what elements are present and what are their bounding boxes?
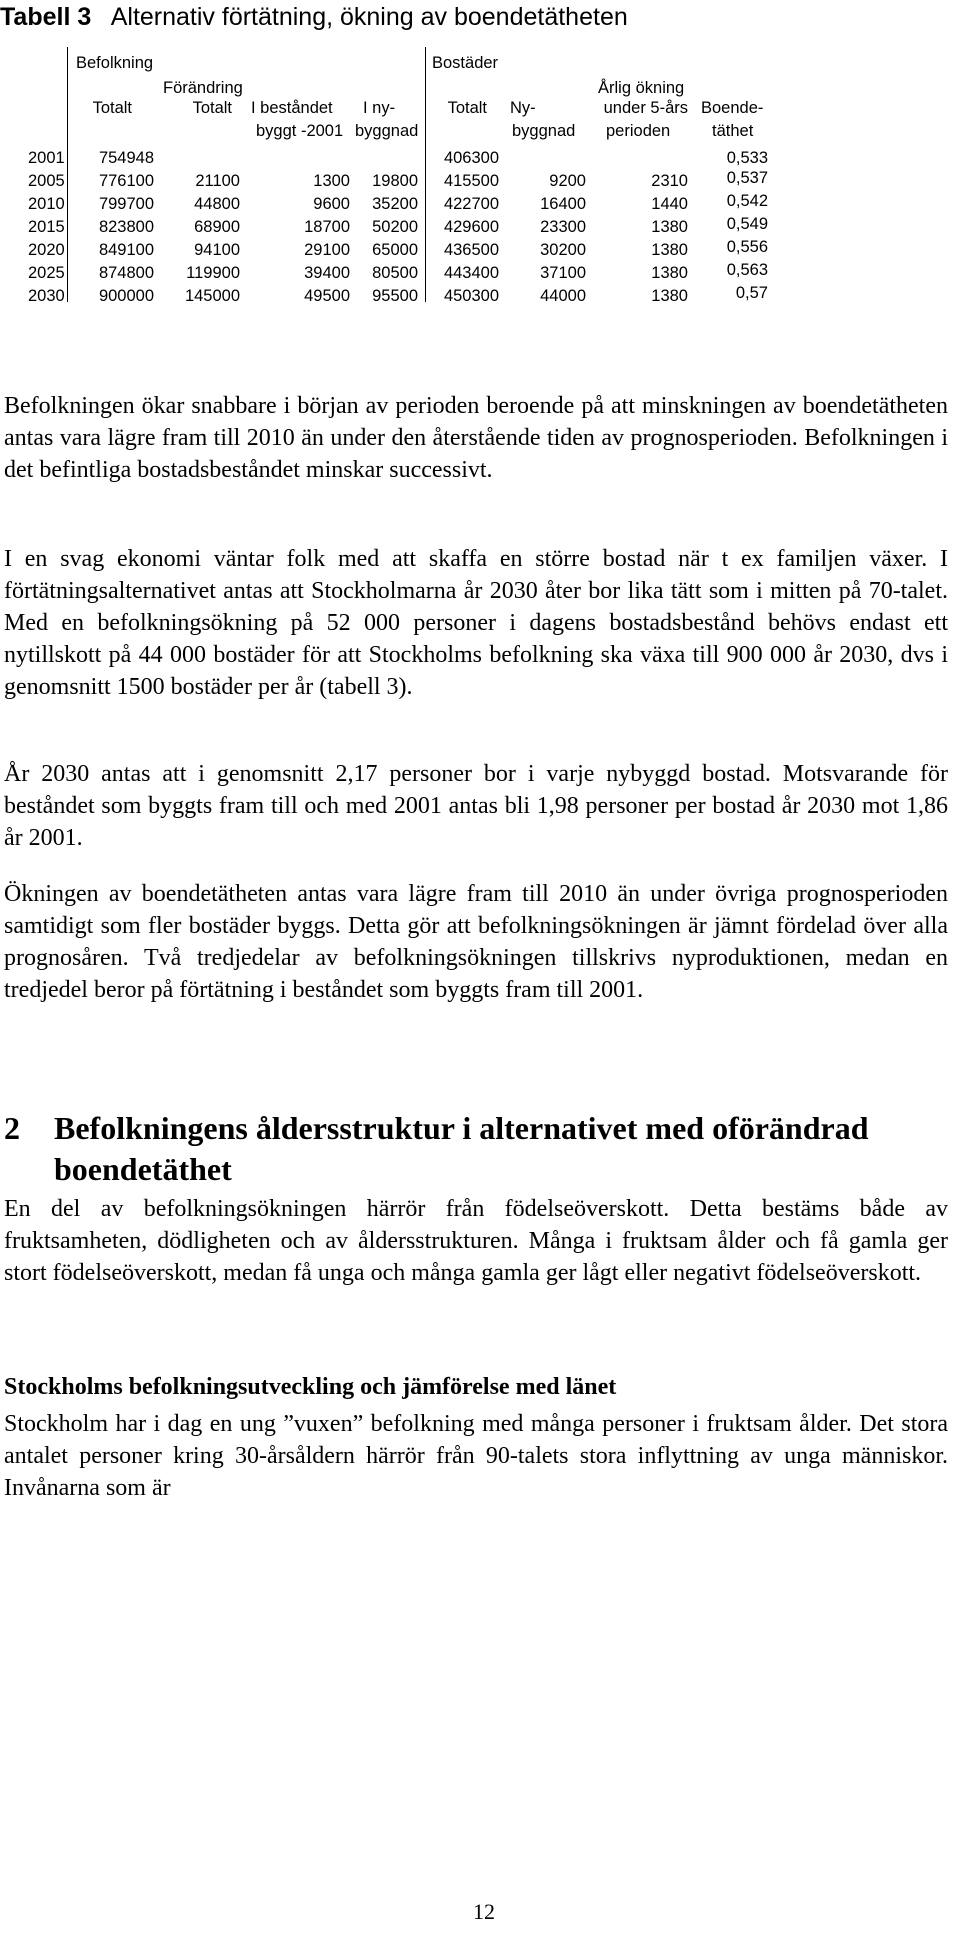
table-cell-bost-totalt: 443400 <box>443 264 499 282</box>
header-totalt-befolkning: Totalt <box>92 99 132 117</box>
table-cell-bef-totalt: 776100 <box>98 172 154 190</box>
section-number: 2 <box>4 1110 20 1146</box>
table-cell-forandring: 68900 <box>194 218 240 236</box>
page-number: 12 <box>473 1899 495 1924</box>
table-cell-i-bestandet: 18700 <box>304 218 350 236</box>
paragraph-4: Ökningen av boendetätheten antas vara lägre fram till 2010 än under övriga prognosperioden samtidigt som fler bostäder byggs. Detta gör att befolkningsökningen är jämnt fördelad över alla prognosåren. Två tredjedelar av befolkningsökningen tillskrivs nyproduktionen, medan en tredjedel beror på förtätning i beståndet som byggts fram till 2001. <box>4 881 948 1003</box>
table-cell-bef-totalt: 823800 <box>98 218 154 236</box>
table-cell-arlig: 1380 <box>651 218 688 236</box>
table-cell-forandring: 44800 <box>194 195 240 213</box>
table-cell-bef-totalt: 849100 <box>98 241 154 259</box>
table-row-year: 2025 <box>28 264 65 282</box>
header-befolkning: Befolkning <box>76 54 154 72</box>
caption-label: Tabell 3 <box>0 3 92 31</box>
table-cell-bost-totalt: 436500 <box>443 241 499 259</box>
table-cell-forandring: 119900 <box>186 264 240 282</box>
table-cell-nybyggnad: 44000 <box>540 287 586 305</box>
table-cell-i-ny: 65000 <box>372 241 418 259</box>
table-cell-i-bestandet: 39400 <box>304 264 350 282</box>
table-cell-tathet: 0,549 <box>726 215 768 233</box>
table-cell-i-bestandet: 9600 <box>313 195 350 213</box>
header-ny-byggnad: byggnad <box>512 122 576 140</box>
subsection-heading: Stockholms befolkningsutveckling och jämförelse med länet <box>4 1374 617 1400</box>
table-cell-tathet: 0,533 <box>726 149 768 167</box>
header-arlig-okning: Årlig ökning <box>598 79 685 97</box>
paragraph-3: År 2030 antas att i genomsnitt 2,17 personer bor i varje nybyggd bostad. Motsvarande för beståndet som byggts fram till och med 2001 antas bli 1,98 personer per bostad år 2030 mot 1,86 år 2001. <box>4 761 948 851</box>
table-rule-middle <box>425 47 426 302</box>
table-cell-nybyggnad: 16400 <box>540 195 586 213</box>
table-cell-bef-totalt: 754948 <box>98 149 154 167</box>
header-forandring: Förändring <box>163 79 243 97</box>
section-heading <box>4 1108 948 1190</box>
paragraph-6: Stockholm har i dag en ung ”vuxen” befolkning med många personer i fruktsam ålder. Det stora antalet personer kring 30-årsåldern härrör från 90-talets stora inflyttning av unga människor. Invånarna som är <box>4 1411 948 1501</box>
table-cell-nybyggnad: 9200 <box>549 172 586 190</box>
caption-title: Alternativ förtätning, ökning av boendetätheten <box>110 3 628 31</box>
table-cell-nybyggnad: 23300 <box>540 218 586 236</box>
table-cell-i-bestandet: 29100 <box>304 241 350 259</box>
table-cell-nybyggnad: 37100 <box>540 264 586 282</box>
header-i-ny: I ny- <box>363 99 396 117</box>
table-cell-bef-totalt: 900000 <box>98 287 154 305</box>
table-row-year: 2015 <box>28 218 65 236</box>
table-cell-tathet: 0,556 <box>726 238 768 256</box>
table-cell-i-ny: 95500 <box>372 287 418 305</box>
header-perioden: perioden <box>606 122 671 140</box>
table-cell-bef-totalt: 874800 <box>98 264 154 282</box>
table-cell-arlig: 1440 <box>651 195 688 213</box>
table-row-year: 2001 <box>28 149 65 167</box>
table-row-year: 2010 <box>28 195 65 213</box>
paragraph-5: En del av befolkningsökningen härrör från födelseöverskott. Detta bestäms både av fruktsamheten, dödligheten och av åldersstrukturen. Många i fruktsam ålder och få gamla ger stort födelseöverskott, medan få unga och många gamla ger lågt eller negativt födelseöverskott. <box>4 1196 948 1286</box>
header-byggt-2001: byggt -2001 <box>256 122 344 140</box>
header-i-ny-byggnad: byggnad <box>355 122 419 140</box>
table-cell-bost-totalt: 406300 <box>443 149 499 167</box>
table-cell-arlig: 1380 <box>651 264 688 282</box>
table-cell-i-bestandet: 1300 <box>313 172 350 190</box>
section-title: Befolkningens åldersstruktur i alternativet med oförändrad boendetäthet <box>54 1110 869 1187</box>
table-cell-tathet: 0,542 <box>726 192 768 210</box>
table-cell-tathet: 0,563 <box>726 261 768 279</box>
table-cell-tathet: 0,57 <box>735 284 768 302</box>
table-cell-bef-totalt: 799700 <box>98 195 154 213</box>
table-cell-forandring: 145000 <box>184 287 240 305</box>
table-cell-i-bestandet: 49500 <box>304 287 350 305</box>
table-cell-bost-totalt: 415500 <box>443 172 499 190</box>
header-boende: Boende- <box>701 99 764 117</box>
header-tathet: täthet <box>712 122 754 140</box>
paragraph-1: Befolkningen ökar snabbare i början av perioden beroende på att minskningen av boendetätheten antas vara lägre fram till 2010 än under den återstående tiden av prognosperioden. Befolkningen i det befintliga bostadsbeståndet minskar successivt. <box>4 393 948 483</box>
table-cell-bost-totalt: 429600 <box>443 218 499 236</box>
table-cell-i-ny: 50200 <box>372 218 418 236</box>
table-cell-i-ny: 80500 <box>372 264 418 282</box>
header-ny: Ny- <box>510 99 536 117</box>
table-cell-tathet: 0,537 <box>726 169 768 187</box>
table-row-year: 2020 <box>28 241 65 259</box>
table-cell-arlig: 1380 <box>651 241 688 259</box>
header-i-bestandet: I beståndet <box>251 99 333 117</box>
table-cell-i-ny: 19800 <box>372 172 418 190</box>
data-table <box>0 0 960 380</box>
header-bostader: Bostäder <box>432 54 499 72</box>
table-cell-bost-totalt: 422700 <box>443 195 499 213</box>
table-cell-i-ny: 35200 <box>372 195 418 213</box>
table-row-year: 2005 <box>28 172 65 190</box>
header-under-5-ars: under 5-års <box>603 99 688 117</box>
table-cell-arlig: 1380 <box>651 287 688 305</box>
table-cell-nybyggnad: 30200 <box>540 241 586 259</box>
table-row-year: 2030 <box>28 287 65 305</box>
table-cell-forandring: 21100 <box>195 172 240 190</box>
table-cell-arlig: 2310 <box>651 172 688 190</box>
header-totalt-bostader: Totalt <box>447 99 487 117</box>
table-cell-bost-totalt: 450300 <box>443 287 499 305</box>
paragraph-2: I en svag ekonomi väntar folk med att skaffa en större bostad när t ex familjen växer. I förtätningsalternativet antas att Stockholmarna år 2030 åter bor lika tätt som i mitten på 70-talet. Med en befolkningsökning på 52 000 personer i dagens bostadsbestånd behövs endast ett nytillskott på 44 000 bostäder för att Stockholms befolkning ska växa till 900 000 år 2030, dvs i genomsnitt 1500 bostäder per år (tabell 3). <box>4 546 948 700</box>
table-cell-forandring: 94100 <box>194 241 240 259</box>
header-totalt-forandring: Totalt <box>192 99 232 117</box>
